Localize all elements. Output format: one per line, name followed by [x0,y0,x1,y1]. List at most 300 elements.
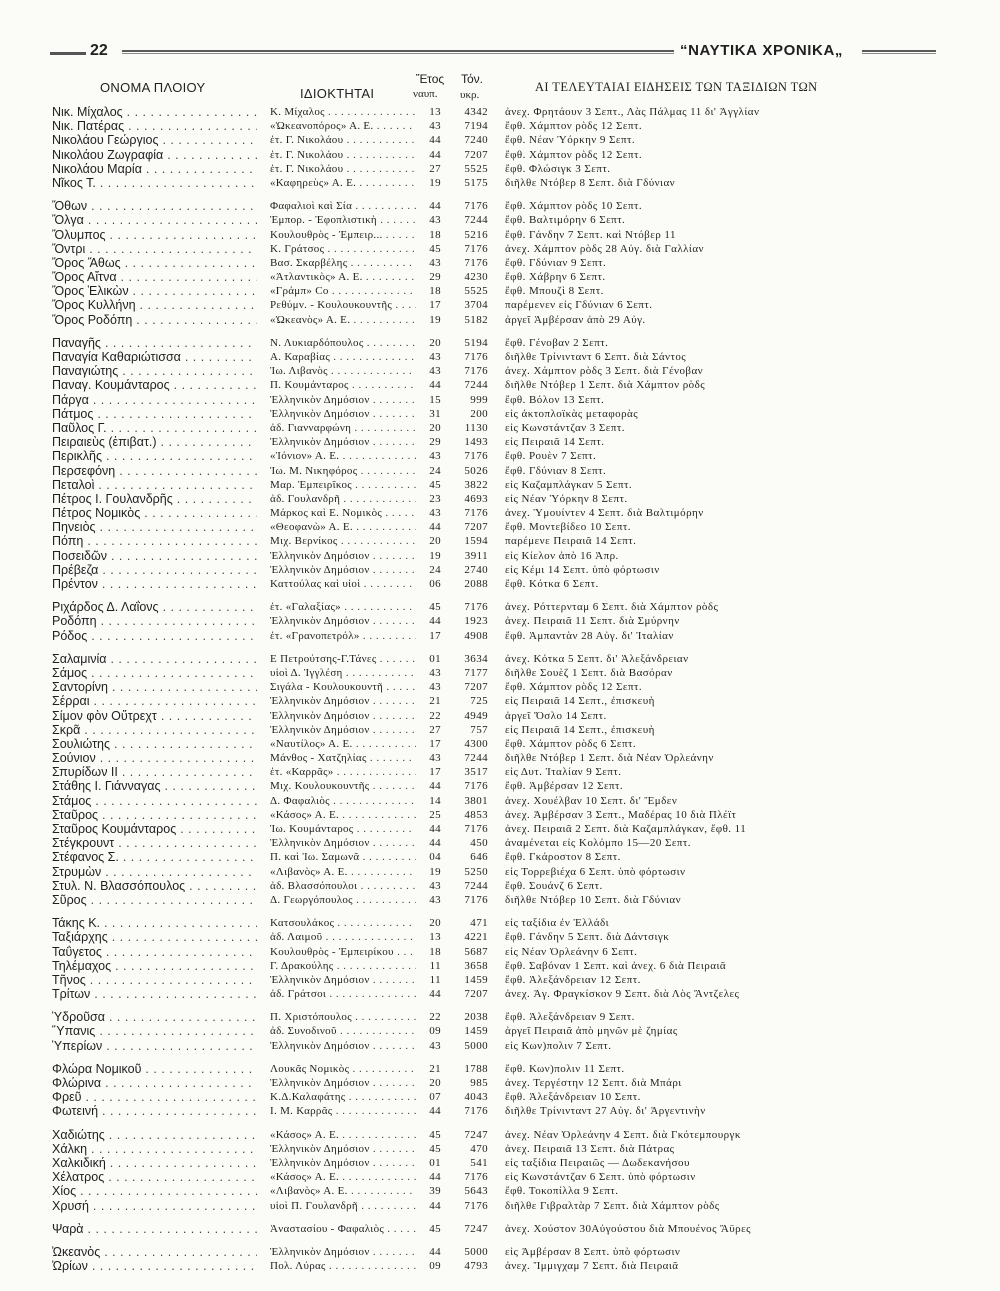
build-year: 15 [429,393,441,406]
ship-owner: Γ. Δρακούλης . . . [270,959,416,973]
voyage-news: εἰς ταξίδια ἐν Ἑλλάδι [505,917,609,930]
ship-row [0,723,1000,737]
ship-row [0,1259,1000,1273]
tonnage: 5525 [464,162,488,175]
ship-name: Παῦλος Γ. . . . [52,421,257,435]
ship-name: Παναγῆς . . . [52,336,257,350]
voyage-news: ἀργεῖ Ἀμβέρσαν ἀπὸ 29 Αὐγ. [505,313,646,326]
voyage-news: ἔφθ. Γάνδην 5 Σεπτ. διὰ Δάντσιγκ [505,931,670,944]
tonnage: 757 [470,723,488,736]
ship-owner: Ἑλληνικὸν Δημόσιον . . . [270,709,416,723]
tonnage: 450 [470,837,488,850]
ship-name: Πρέντον . . . [52,577,257,591]
tonnage: 1130 [464,421,488,434]
voyage-news: ἔφθ. Φλώσιγκ 3 Σεπτ. [505,162,611,175]
voyage-news: εἰς Τορρεβιέχα 6 Σεπτ. ὑπὸ φόρτωσιν [505,865,686,878]
ship-owner: «Θεοφανὼ» Α. Ε. . . . [270,520,416,534]
ship-owner: «Ὠκεανοπόρος» Α. Ε. . . . [270,119,416,133]
voyage-news: διῆλθε Ντόβερ 10 Σεπτ. διὰ Γδύνιαν [505,893,682,906]
voyage-news: διῆλθε Ντόβερ 8 Σεπτ. διὰ Γδύνιαν [505,176,676,189]
ship-name: Σταῦρος . . . [52,808,257,822]
voyage-news: εἰς Νέαν Ὀρλεάνην 6 Σεπτ. [505,945,638,958]
ship-name: Ριχάρδος Δ. Λαΐονς . . . [52,600,257,614]
build-year: 22 [429,709,441,722]
voyage-news: εἰς Νέαν Ὑόρκην 8 Σεπτ. [505,492,628,505]
tonnage: 7244 [464,214,488,227]
ship-row [0,614,1000,628]
build-year: 19 [429,549,441,562]
ship-owner: ἑτ. Γ. Νικολάου . . . [270,162,416,176]
build-year: 20 [429,535,441,548]
tonnage: 4342 [464,106,488,118]
tonnage: 4693 [464,492,488,505]
ship-name: Ρόδος . . . [52,629,257,643]
ship-row [0,865,1000,879]
ship-name: Ταξιάρχης . . . [52,930,257,944]
ship-owner: Ἑλληνικὸν Δημόσιον . . . [270,1076,416,1090]
ship-name: Σέρραι . . . [52,694,257,708]
voyage-news: ἔφθ. Γάνδην 7 Σεπτ. καὶ Ντόβερ 11 [505,228,676,241]
tonnage: 7177 [464,666,488,679]
ship-name: Ποσειδῶν . . . [52,549,257,563]
build-year: 45 [429,478,441,491]
ship-owner: Ἑλληνικὸν Δημόσιον . . . [270,1142,416,1156]
build-year: 43 [429,450,441,463]
tonnage: 7207 [464,681,488,694]
ship-owner: Λουκᾶς Νομικὸς . . . [270,1062,416,1076]
voyage-news: ἔφθ. Ἀμβέρσαν 12 Σεπτ. [505,780,624,793]
ship-name: Ροδόπη . . . [52,614,257,628]
ship-name: Σίμον φὸν Οὔτρεχτ . . . [52,709,257,723]
ship-row [0,1128,1000,1142]
ship-row [0,794,1000,808]
ship-name: Χαδιώτης . . . [52,1128,257,1142]
voyage-news: ἀνεχ. Χάμπτον ρὸδς 3 Σεπτ. διὰ Γένοβαν [505,365,704,378]
ship-row [0,1090,1000,1104]
ship-row [0,242,1000,256]
tonnage: 3911 [464,549,488,562]
voyage-news: εἰς Κίελον ἀπὸ 16 Ἀπρ. [505,549,619,562]
ship-name: Ὠκεανὸς . . . [52,1245,257,1259]
ship-name: Παναγία Καθαριώτισσα . . . [52,350,257,364]
build-year: 43 [429,351,441,363]
voyage-news: ἔφθ. Μοντεβίδεο 10 Σεπτ. [505,521,631,534]
ship-row [0,577,1000,591]
ship-row [0,1222,1000,1236]
ship-owner: Ἑλληνικὸν Δημόσιον . . . [270,614,416,628]
voyage-news: ἔφθ. Γκάροστον 8 Σεπτ. [505,851,621,864]
build-year: 19 [429,865,441,878]
ship-row [0,836,1000,850]
build-year: 43 [429,1039,441,1052]
build-year: 17 [429,299,441,312]
tonnage: 1493 [464,436,488,449]
tonnage: 7176 [464,450,488,463]
build-year: 39 [429,1185,441,1198]
ship-name: Σταῦρος Κουμάνταρος . . . [52,822,257,836]
tonnage: 471 [470,917,488,930]
ship-name: Χάλκη . . . [52,1142,257,1156]
tonnage: 7194 [464,120,488,133]
ship-owner: Μαρ. Ἐμπειρῖκος . . . [270,478,416,492]
voyage-news: ἔφθ. Γδύνιαν 9 Σεπτ. [505,256,607,269]
column-header-tonnage-sub: υκρ. [460,89,480,101]
ship-name: Ταΰγετος . . . [52,945,257,959]
ship-row [0,270,1000,284]
build-year: 43 [429,879,441,892]
ship-name: Σκρᾶ . . . [52,723,257,737]
ship-owner: Ἑλληνικὸν Δημόσιον . . . [270,407,416,421]
voyage-news: εἰς Κωνστάντζαν 6 Σεπτ. ὑπὸ φόρτωσιν [505,1171,696,1184]
ship-name: Ὠρίων . . . [52,1259,257,1273]
tonnage: 5216 [464,228,488,241]
ship-owner: Μάρκος καὶ Ε. Νομικὸς . . . [270,506,416,520]
voyage-news: ἀργεῖ Πειραιᾶ ἀπὸ μηνῶν μὲ ζημίας [505,1025,678,1038]
ship-row [0,945,1000,959]
letter-group [0,336,1000,591]
voyage-news: ἔφθ. Κων)πολιν 11 Σεπτ. [505,1062,625,1075]
voyage-news: ἔφθ. Ἀμπαντὰν 28 Αὐγ. δι' Ἰταλίαν [505,629,674,642]
ship-owner: Ι. Μ. Καρρᾶς . . . [270,1104,416,1118]
ship-owner: «Ναυτίλος» Α. Ε. . . . [270,737,416,751]
letter-group [0,1128,1000,1213]
ship-owner: Π. καὶ Ἰω. Σαμωνᾶ . . . [270,850,416,864]
ship-row [0,666,1000,680]
ship-owner: Ἐμπορ. - Ἐφοπλιστικὴ . . . [270,213,416,227]
tonnage: 1459 [464,973,488,986]
voyage-news: ἔφθ. Βαλτιμόρην 6 Σεπτ. [505,214,626,227]
tonnage: 7176 [464,601,488,614]
tonnage: 5643 [464,1185,488,1198]
ship-row [0,364,1000,378]
voyage-news: ἔφθ. Χάμπτον ρὸδς 6 Σεπτ. [505,737,637,750]
voyage-news: ἀνεχ. Χάμπτον ρὸδς 28 Αὐγ. διὰ Γαλλίαν [505,242,704,255]
ship-row [0,520,1000,534]
ship-name: Φωτεινή . . . [52,1104,257,1118]
build-year: 23 [429,492,441,505]
tonnage: 7176 [464,351,488,363]
ship-row [0,1170,1000,1184]
build-year: 25 [429,808,441,821]
ship-owner: «Κάσος» Α. Ε. . . . [270,1170,416,1184]
ship-owner: Ἑλληνικὸν Δημόσιον . . . [270,1245,416,1259]
build-year: 44 [429,780,441,793]
ship-name: Ὄλυμπος . . . [52,228,257,242]
voyage-news: ἔφθ. Βόλον 13 Σεπτ. [505,393,605,406]
tonnage: 2038 [464,1011,488,1024]
column-header-news: ΑΙ ΤΕΛΕΥΤΑΙΑΙ ΕΙΔΗΣΕΙΣ ΤΩΝ ΤΑΞΙΔΙΩΝ ΤΩΝ [535,80,818,94]
letter-group [0,1010,1000,1053]
tonnage: 7207 [464,148,488,161]
ship-owner: υἱοὶ Δ. Ἰγγλέση . . . [270,666,416,680]
ship-owner: Ἑλληνικὸν Δημόσιον . . . [270,1039,416,1053]
ship-name: Στρυμὼν . . . [52,865,257,879]
voyage-news: ἔφθ. Τοκοπίλλα 9 Σεπτ. [505,1185,619,1198]
column-header-year: Ἔτος [416,72,445,86]
ship-owner: Π. Χριστόπουλος . . . [270,1010,416,1024]
ship-owner: ἀδ. Βλασσόπουλοι . . . [270,879,416,893]
voyage-news: ἀνεχ. Ἴμμιγχαμ 7 Σεπτ. διὰ Πειραιᾶ [505,1260,679,1273]
build-year: 44 [429,521,441,534]
ship-name: Νικολάου Ζωγραφία . . . [52,148,257,162]
header-rule-left [50,52,86,55]
ship-row [0,435,1000,449]
tonnage: 7176 [464,365,488,378]
ship-name: Ὄρος Ἑλικὼν . . . [52,284,257,298]
header-rule-right [862,50,936,54]
build-year: 43 [429,893,441,906]
ship-row [0,1010,1000,1024]
ship-name: Στάμος . . . [52,794,257,808]
build-year: 01 [429,652,441,665]
ship-name: Ψαρὰ . . . [52,1222,257,1236]
tonnage: 5687 [464,945,488,958]
ship-row [0,336,1000,350]
ship-owner: Δ. Φαφαλιὸς . . . [270,794,416,808]
ship-name: Στέγκρουντ . . . [52,836,257,850]
ship-name: Παναγ. Κουμάνταρος . . . [52,378,257,392]
build-year: 11 [429,959,441,972]
voyage-news: διῆλθε Τρίνινταντ 6 Σεπτ. διὰ Σάντος [505,351,687,363]
build-year: 20 [429,917,441,930]
ship-name: Ὑπερίων . . . [52,1039,257,1053]
ship-row [0,1104,1000,1118]
voyage-news: παρέμενε Πειραιᾶ 14 Σεπτ. [505,535,637,548]
ship-owner: Κ.Δ.Καλαφάτης . . . [270,1090,416,1104]
tonnage: 3801 [464,794,488,807]
ship-owner: Δ. Γεωργόπουλος . . . [270,893,416,907]
voyage-news: ἔφθ. Κότκα 6 Σεπτ. [505,578,599,590]
ship-row [0,313,1000,327]
build-year: 44 [429,988,441,1001]
ship-row [0,549,1000,563]
ship-owner: Ἰω. Κουμάνταρος . . . [270,822,416,836]
tonnage: 4853 [464,808,488,821]
voyage-news: διῆλθε Σουὲζ 1 Σεπτ. διὰ Βασόραν [505,666,673,679]
ship-row [0,930,1000,944]
tonnage: 7240 [464,134,488,147]
column-header-tonnage: Τόν. [461,72,484,86]
build-year: 19 [429,313,441,326]
ship-row [0,916,1000,930]
tonnage: 7176 [464,780,488,793]
tonnage: 5000 [464,1245,488,1258]
ship-row [0,284,1000,298]
ship-name: Χρυσή . . . [52,1199,257,1213]
ship-row [0,850,1000,864]
voyage-news: διῆλθε Ντόβερ 1 Σεπτ. διὰ Νέαν Ὀρλεάνην [505,752,714,765]
ship-name: Πέτρος Ι. Γουλανδρῆς . . . [52,492,257,506]
voyage-news: ἀνεχ. Κότκα 5 Σεπτ. δι' Ἀλεξάνδρειαν [505,652,689,665]
ship-row [0,119,1000,133]
voyage-news: εἰς Πειραιᾶ 14 Σεπτ., ἐπισκευὴ [505,723,655,736]
ship-owner: ἑτ. Γ. Νικολάου . . . [270,133,416,147]
ship-name: Σάμος . . . [52,666,257,680]
build-year: 44 [429,823,441,835]
ship-owner: Κουλουθρὸς - Ἐμπειρ... . . . [270,228,416,242]
tonnage: 7176 [464,823,488,835]
ship-owner: «Λιβανὸς» Α. Ε. . . . [270,1184,416,1198]
tonnage: 5250 [464,865,488,878]
ship-name: Παναγιώτης . . . [52,364,257,378]
ship-owner: Μιχ. Βερνίκος . . . [270,534,416,548]
build-year: 45 [429,1222,441,1235]
voyage-news: ἀνεχ. Τεργέστην 12 Σεπτ. διὰ Μπάρι [505,1077,682,1089]
voyage-news: ἔφθ. Σαβόναν 1 Σεπτ. καὶ ἀνεχ. 6 διὰ Πειραιᾶ [505,959,727,972]
build-year: 43 [429,507,441,520]
build-year: 44 [429,1245,441,1258]
build-year: 17 [429,629,441,642]
voyage-news: ἔφθ. Ἀλεξάνδρειαν 12 Σεπτ. [505,973,641,986]
tonnage: 4908 [464,629,488,642]
build-year: 44 [429,134,441,147]
ship-owner: Ἑλληνικὸν Δημόσιον . . . [270,1156,416,1170]
ship-table [0,105,1000,1273]
ship-row [0,133,1000,147]
ship-row [0,256,1000,270]
ship-owner: «Ἀτλαντικὸς» Α. Ε. . . . [270,270,416,284]
letter-group [0,600,1000,643]
ship-name: Νικ. Μίχαλος . . . [52,105,257,119]
tonnage: 4230 [464,271,488,284]
build-year: 44 [429,200,441,213]
ship-row [0,393,1000,407]
ship-name: Στυλ. Ν. Βλασσόπουλος . . . [52,879,257,893]
ship-owner: Ἰω. Λιβανὸς . . . [270,364,416,378]
voyage-news: εἰς Καζαμπλάγκαν 5 Σεπτ. [505,478,633,491]
ship-name: Πειραιεὺς (ἐπιβατ.) . . . [52,435,257,449]
build-year: 21 [429,695,441,708]
tonnage: 3634 [464,652,488,665]
ship-row [0,449,1000,463]
tonnage: 1594 [464,535,488,548]
build-year: 29 [429,271,441,284]
voyage-news: ἀνεχ. Πειραιᾶ 13 Σεπτ. διὰ Πάτρας [505,1142,675,1155]
voyage-news: ἀνεχ. Νέαν Ὀρλεάνην 4 Σεπτ. διὰ Γκότεμπουργκ [505,1128,741,1141]
ship-owner: «Λιβανὸς» Α. Ε. . . . [270,865,416,879]
ship-row [0,987,1000,1001]
voyage-news: ἀνεχ. Ἀμβέρσαν 3 Σεπτ., Μαδέρας 10 διὰ Πλέϊτ [505,808,737,821]
tonnage: 4043 [464,1091,488,1104]
ship-name: Ὑδροῦσα . . . [52,1010,257,1024]
tonnage: 985 [470,1077,488,1089]
voyage-news: διῆλθε Τρίνινταντ 27 Αὐγ. δι' Ἀργεντινὴν [505,1105,706,1118]
voyage-news: ἀναμένεται εἰς Κολόμπο 15—20 Σεπτ. [505,837,691,850]
tonnage: 7244 [464,879,488,892]
tonnage: 7176 [464,1199,488,1212]
ship-row [0,506,1000,520]
ship-name: Περσεφόνη . . . [52,464,257,478]
voyage-news: ἀνεχ. Ἀγ. Φραγκίσκον 9 Σεπτ. διὰ Λὸς Ἄντζελες [505,988,740,1001]
build-year: 22 [429,1011,441,1024]
voyage-news: ἔφθ. Ρουὲν 7 Σεπτ. [505,450,597,463]
build-year: 19 [429,176,441,189]
ship-row [0,1076,1000,1090]
ship-name: Τρίτων . . . [52,987,257,1001]
column-header-owner: ΙΔΙΟΚΤΗΤΑΙ [300,86,375,101]
ship-name: Πηνειὸς . . . [52,520,257,534]
build-year: 45 [429,601,441,614]
ship-name: Τηλέμαχος . . . [52,959,257,973]
tonnage: 4949 [464,709,488,722]
ship-row [0,492,1000,506]
voyage-news: ἀνεχ. Ὑμουίντεν 4 Σεπτ. διὰ Βαλτιμόρην [505,507,704,520]
tonnage: 3517 [464,766,488,779]
tonnage: 7247 [464,1128,488,1141]
tonnage: 5175 [464,176,488,189]
build-year: 24 [429,563,441,576]
tonnage: 7176 [464,200,488,213]
header-rule-middle [122,50,674,54]
voyage-news: ἔφθ. Σουάνζ 6 Σεπτ. [505,879,603,892]
ship-name: Ὄντρι . . . [52,242,257,256]
ship-row [0,478,1000,492]
ship-row [0,600,1000,614]
ship-owner: Ν. Λυκιαρδόπουλος . . . [270,336,416,350]
voyage-news: εἰς Κων)πολιν 7 Σεπτ. [505,1039,612,1052]
build-year: 45 [429,242,441,255]
build-year: 45 [429,1142,441,1155]
ship-name: Νικολάου Γεώργιος . . . [52,133,257,147]
ship-name: Ὄθων . . . [52,199,257,213]
ship-owner: υἱοὶ Π. Γουλανδρῆ . . . [270,1199,416,1213]
tonnage: 7247 [464,1222,488,1235]
ship-name: Σούνιον . . . [52,751,257,765]
build-year: 44 [429,1105,441,1118]
build-year: 43 [429,120,441,133]
build-year: 27 [429,162,441,175]
build-year: 07 [429,1091,441,1104]
ship-owner: ἀδ. Λαιμοῦ . . . [270,930,416,944]
ship-owner: Πολ. Λύρας . . . [270,1259,416,1273]
voyage-news: ἔφθ. Χάμπτον ρὸδς 12 Σεπτ. [505,120,643,133]
ship-name: Χαλκιδική . . . [52,1156,257,1170]
ship-row [0,1245,1000,1259]
ship-row [0,709,1000,723]
voyage-news: ἀνεχ. Πειραιᾶ 11 Σεπτ. διὰ Σμύρνην [505,615,680,628]
build-year: 17 [429,737,441,750]
build-year: 24 [429,464,441,477]
build-year: 01 [429,1156,441,1169]
tonnage: 7176 [464,1171,488,1184]
build-year: 44 [429,1171,441,1184]
tonnage: 541 [470,1156,488,1169]
ship-row [0,534,1000,548]
voyage-news: διῆλθε Ντόβερ 1 Σεπτ. διὰ Χάμπτον ρὸδς [505,379,706,392]
ship-name: Φλώρινα . . . [52,1076,257,1090]
ship-row [0,298,1000,312]
ship-name: Ὕπανις . . . [52,1024,257,1038]
tonnage: 1923 [464,615,488,628]
tonnage: 7207 [464,988,488,1001]
ship-owner: Καττούλας καὶ υἱοὶ . . . [270,577,416,591]
ship-owner: «Καφηρεὺς» Α. Ε. . . . [270,176,416,190]
voyage-news: εἰς Πειραιᾶ 14 Σεπτ., ἐπισκευὴ [505,695,655,708]
ship-owner: Ἀναστασίου - Φαφαλιὸς . . . [270,1222,416,1236]
voyage-news: εἰς Κέμι 14 Σεπτ. ὑπὸ φόρτωσιν [505,563,660,576]
ship-row [0,1062,1000,1076]
ship-owner: Ἑλληνικὸν Δημόσιον . . . [270,435,416,449]
ship-row [0,822,1000,836]
ship-row [0,228,1000,242]
tonnage: 5194 [464,336,488,349]
build-year: 44 [429,837,441,850]
ship-owner: Ἑλληνικὸν Δημόσιον . . . [270,549,416,563]
ship-name: Πεταλοὶ . . . [52,478,257,492]
ship-row [0,893,1000,907]
voyage-news: διῆλθε Γιβραλτὰρ 7 Σεπτ. διὰ Χάμπτον ρὸδς [505,1199,720,1212]
ship-name: Στέφανος Σ. . . . [52,850,257,864]
